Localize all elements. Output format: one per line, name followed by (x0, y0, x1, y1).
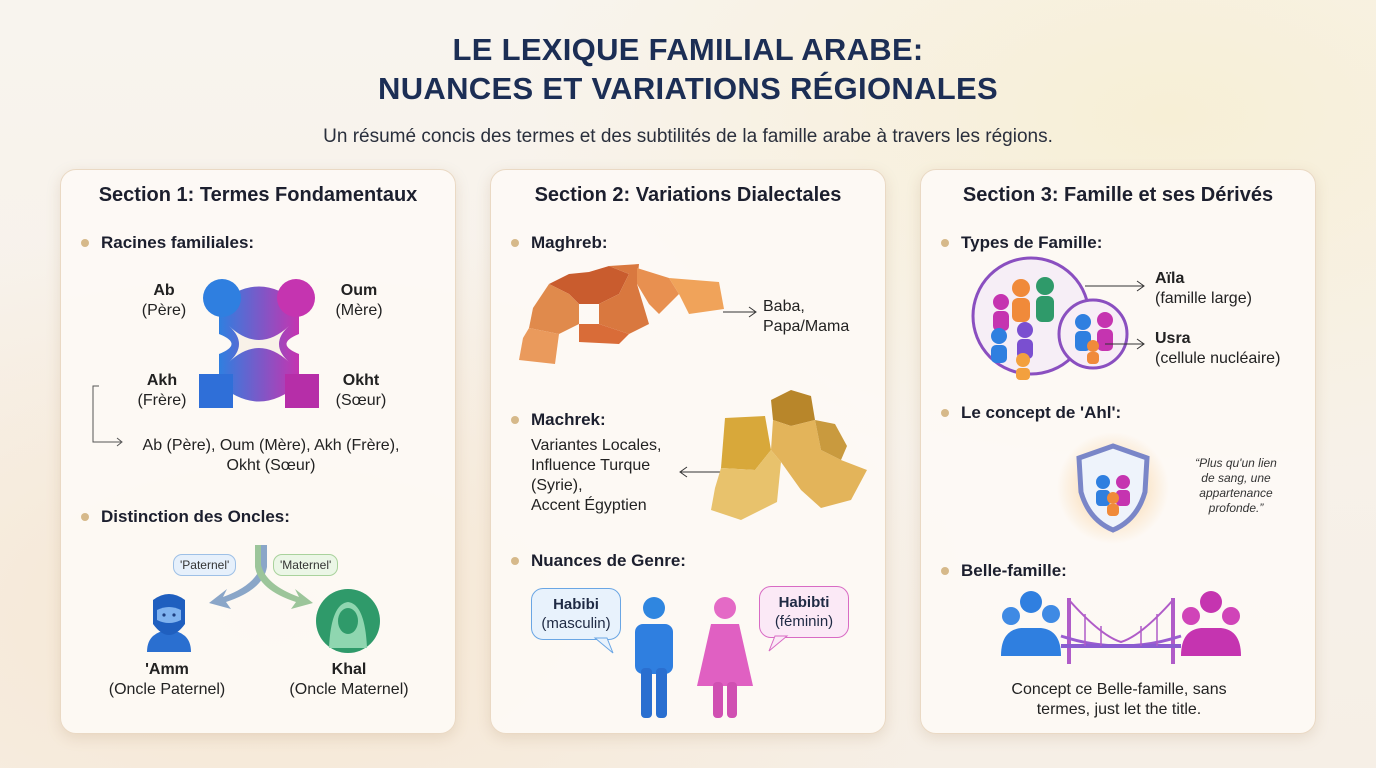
usra-name: Usra (1155, 330, 1191, 347)
section-3-card (920, 169, 1316, 734)
male-figure-icon (629, 596, 679, 718)
ahl-heading: Le concept de 'Ahl': (941, 403, 1121, 423)
habibti-bubble (759, 586, 849, 638)
khal-meaning: (Oncle Maternel) (289, 681, 409, 698)
section-2-card (490, 169, 886, 734)
roots-heading: Racines familiales: (81, 233, 254, 253)
habibi-bubble-tail (595, 638, 615, 654)
machrek-line-3: (Syrie), (531, 477, 583, 494)
inlaws-heading: Belle-famille: (941, 561, 1067, 581)
machrek-line-1: Variantes Locales, (531, 437, 662, 454)
oum-name: Oum (340, 282, 378, 299)
inlaws-line-1: Concept ce Belle-famille, sans (1011, 681, 1227, 698)
roots-summary-line-1: Ab (Père), Oum (Mère), Akh (Frère), (142, 437, 400, 454)
gender-heading: Nuances de Genre: (511, 551, 686, 571)
habibti-bubble-tail (767, 636, 787, 652)
amm-label (97, 660, 237, 700)
maghreb-heading: Maghreb: (511, 233, 608, 253)
woman-hijab-icon (315, 588, 381, 654)
khal-name: Khal (331, 661, 367, 678)
okht-label (324, 371, 398, 411)
bridge-families-icon (1001, 586, 1241, 670)
machrek-terms (531, 436, 691, 516)
page-title (0, 30, 1376, 108)
bearded-man-icon (141, 588, 197, 654)
ab-meaning: (Père) (141, 302, 187, 319)
amm-name: 'Amm (145, 661, 189, 678)
machrek-map-icon (711, 390, 871, 522)
amm-meaning: (Oncle Paternel) (108, 681, 226, 698)
inlaws-line-2: termes, just let the title. (1036, 701, 1202, 718)
page-subtitle: Un résumé concis des termes et des subtilités de la famille arabe à travers les régions. (323, 126, 1053, 147)
shield-family-icon (1057, 432, 1169, 544)
akh-label (125, 371, 199, 411)
maternal-tag: 'Maternel' (273, 554, 338, 576)
machrek-heading: Machrek: (511, 410, 606, 430)
inlaws-caption (961, 680, 1277, 720)
paternal-tag: 'Paternel' (173, 554, 236, 576)
usra-label (1155, 329, 1315, 369)
quote-line-1: “Plus qu'un lien (1195, 456, 1277, 470)
aila-meaning: (famille large) (1155, 290, 1252, 307)
section-1-card (60, 169, 456, 734)
female-figure-icon (695, 596, 755, 718)
title-line-1: LE LEXIQUE FAMILIAL ARABE: (452, 32, 924, 67)
akh-name: Akh (146, 372, 178, 389)
usra-meaning: (cellule nucléaire) (1155, 350, 1281, 367)
roots-summary (111, 436, 431, 476)
okht-meaning: (Sœur) (335, 392, 387, 409)
section-1-title: Section 1: Termes Fondamentaux (98, 184, 418, 206)
machrek-line-4: Accent Égyptien (531, 497, 647, 514)
ab-name: Ab (153, 282, 175, 299)
khal-label (271, 660, 427, 700)
aila-name: Aïla (1155, 270, 1185, 287)
habibi-bubble (531, 588, 621, 640)
maghreb-arrow-icon (723, 306, 759, 318)
quote-line-3: appartenance (1199, 486, 1273, 500)
habibi-gender: (masculin) (541, 615, 611, 632)
ab-label (129, 281, 199, 321)
quote-line-2: de sang, une (1201, 471, 1271, 485)
family-roots-icon (189, 274, 329, 414)
okht-name: Okht (342, 372, 380, 389)
habibi-word: Habibi (553, 596, 599, 613)
ahl-quote (1171, 456, 1301, 516)
oum-label (324, 281, 394, 321)
habibti-word: Habibti (778, 594, 830, 611)
quote-line-4: profonde.” (1208, 501, 1264, 515)
uncles-heading: Distinction des Oncles: (81, 507, 290, 527)
maghreb-map-icon (519, 264, 729, 364)
section-3-title: Section 3: Famille et ses Dérivés (962, 184, 1274, 206)
section-2-title: Section 2: Variations Dialectales (534, 184, 842, 206)
maghreb-line-2: Papa/Mama (763, 318, 850, 335)
roots-summary-line-2: Okht (Sœur) (226, 457, 316, 474)
machrek-line-2: Influence Turque (531, 457, 651, 474)
oum-meaning: (Mère) (335, 302, 383, 319)
maghreb-line-1: Baba, (763, 298, 805, 315)
akh-meaning: (Frère) (137, 392, 187, 409)
types-heading: Types de Famille: (941, 233, 1102, 253)
maghreb-terms (763, 297, 883, 337)
family-types-arrows-icon (1085, 278, 1147, 348)
aila-label (1155, 269, 1305, 309)
title-line-2: NUANCES ET VARIATIONS RÉGIONALES (378, 71, 998, 106)
habibti-gender: (féminin) (774, 613, 834, 630)
